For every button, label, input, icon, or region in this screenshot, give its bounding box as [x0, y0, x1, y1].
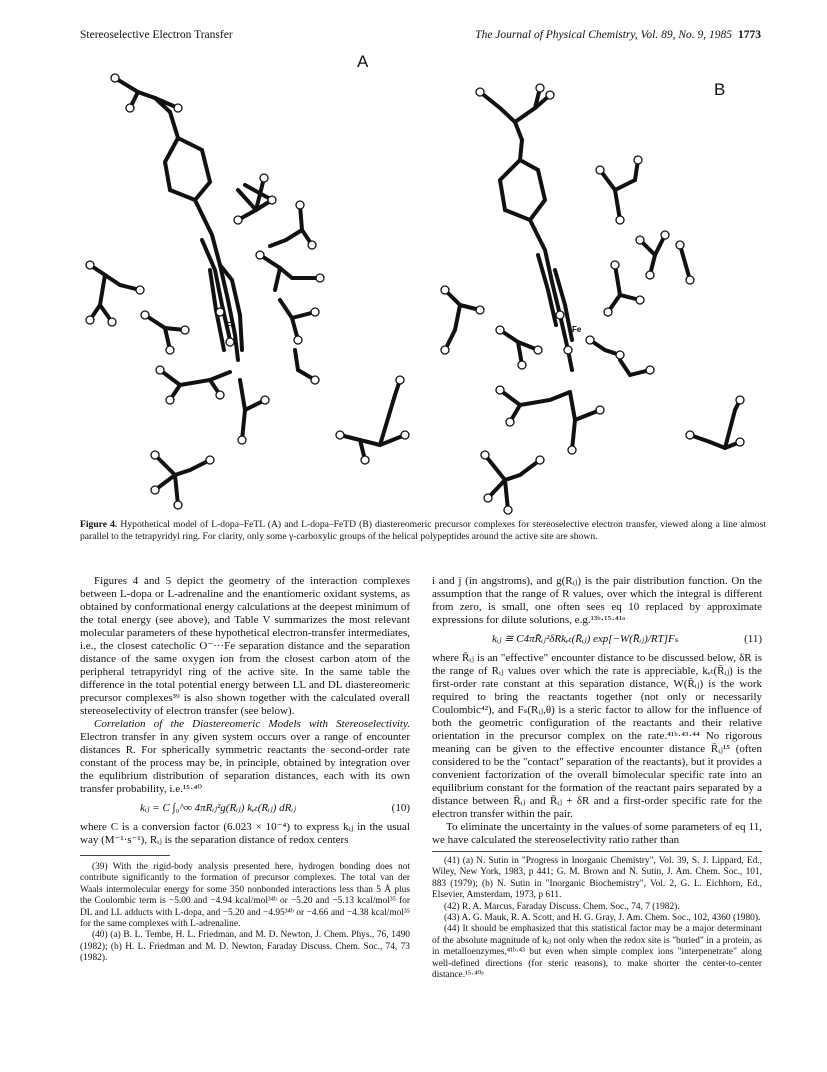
footnote-41: (41) (a) N. Sutin in "Progress in Inorganic Chemistry", Vol. 39, S. J. Lippard, Ed., Wiley, New York, 1983, p 441; G. M. Brown and N. Sutin, J. Am. Chem. Soc., 101, 883 (1979); (b) N. Sutin in "Inorganic Biochemistry", Vol. 2, G. L. Eichhorn, Ed., Elsevier, Amsterdam, 1973, p 611.	[432, 856, 762, 901]
molecular-model-drawing	[60, 50, 770, 520]
footnotes-right	[432, 851, 762, 981]
fe-label-b: Fe	[572, 325, 582, 334]
paragraph: where C is a conversion factor (6.023 × 10⁻⁴) to express kᵢⱼ in the usual way (M⁻¹·s⁻¹), Rᵢⱼ is the separation distance of redox centers	[80, 821, 410, 846]
page-number: 1773	[738, 29, 761, 41]
model-b	[445, 88, 740, 510]
equation-10-body: kᵢⱼ = C ∫₀^∞ 4πRᵢⱼ²g(Rᵢⱼ) kₑₜ(Rᵢⱼ) dRᵢⱼ	[140, 802, 297, 814]
paragraph-correlation	[80, 718, 410, 796]
paragraph: where R̄ᵢⱼ is an "effective" encounter distance to be discussed below, δR is the range of Rᵢⱼ values over which the rate is appreciable, kₑₜ(R̄ᵢⱼ) is the first-order rate constant at this separation distance, W(R̄ᵢⱼ) is the work required to bring the reactants together (not only or necessarily Coulombic⁴²), and Fₛ(Rᵢⱼ,θ) is a steric factor to allow for the influence of both the geometric configuration of the reactants and their relative orientation in the precursor complex on the rate.⁴¹ᵇ·⁴³·⁴⁴ No rigorous meaning can be given to the effective encounter distance R̄ᵢⱼ¹⁵ (often considered to be the "contact" separation of the reactants), but it provides a convenient factorization of the overall bimolecular specific rate into an equilibrium constant for the formation of the reactant pairs separated by a distance between R̄ᵢⱼ and R̄ᵢⱼ + δR and a first-order specific rate for the electron transfer within the pair.	[432, 652, 762, 820]
footnote-44: (44) It should be emphasized that this statistical factor may be a major determinant of the absolute magnitude of kᵢⱼ not only when the redox site is "buried" in a protein, as in metalloenzymes,⁴¹ᵇ·⁴³ but even when simple complex ions "interpenetrate" along well-defined directions (for steric reasons), to make shorter the center-to-center distance.¹⁵·⁴⁰ᵃ	[432, 924, 762, 981]
running-header-journal	[475, 29, 761, 41]
footnote-40: (40) (a) B. L. Tembe, H. L. Friedman, and M. D. Newton, J. Chem. Phys., 76, 1490 (1982); (b) H. L. Friedman and M. D. Newton, Faraday Discuss. Chem. Soc., 74, 73 (1982).	[80, 930, 410, 964]
equation-11	[432, 633, 762, 646]
paragraph-text: Electron transfer in any given system occurs over a range of encounter distances R. For spherically symmetric reactants the second-order rate constant of the process may be, in principle, obtained by integration over the equlibrium distribution of separation distances, each with its own transfer probability, i.e.¹⁵·⁴⁰	[80, 731, 410, 795]
fe-label-a: Fe	[226, 321, 236, 330]
paragraph: To eliminate the uncertainty in the values of some parameters of eq 11, we have calculated the stereoselectivity ratio rather than	[432, 821, 762, 846]
right-column	[432, 575, 762, 981]
equation-11-number: (11)	[744, 633, 762, 645]
equation-11-body: kᵢⱼ ≅ C4πR̄ᵢⱼ²δRkₑₜ(R̄ᵢⱼ) exp[−W(R̄ᵢⱼ)/RT]Fₛ	[492, 633, 679, 645]
footnotes-left	[80, 862, 410, 965]
footnote-divider	[80, 855, 170, 856]
caption-label: Figure 4.	[80, 519, 118, 530]
equation-10-number: (10)	[391, 802, 410, 814]
section-heading: Correlation of the Diastereomeric Models with Stereoselectivity.	[94, 718, 410, 730]
journal-citation: The Journal of Physical Chemistry, Vol. 89, No. 9, 1985	[475, 29, 732, 41]
left-column	[80, 575, 410, 965]
paragraph: i and j (in angstroms), and g(Rᵢⱼ) is the pair distribution function. On the assumption that the range of R values, over which the integral is different from zero, is small, one often sees eq 10 replaced by approximate expressions for dilute solutions, e.g.¹³ᵇ·¹⁵·⁴¹ᵃ	[432, 575, 762, 626]
footnote-42: (42) R. A. Marcus, Faraday Discuss. Chem. Soc., 74, 7 (1982).	[444, 901, 680, 912]
footnote-43: (43) A. G. Mauk, R. A. Scott, and H. G. Gray, J. Am. Chem. Soc., 102, 4360 (1980).	[444, 913, 761, 924]
paragraph: Figures 4 and 5 depict the geometry of the interaction complexes between L-dopa or L-adrenaline and the enantiomeric oxidant systems, as obtained by conformational energy calculations at the deepest minimum of the total energy (see above), and Table V summarizes the most relevant molecular parameters of these hypothetical electron-transfer intermediates, i.e., the closest catecholic O⁻···Fe separation distance and the separation distance of the same oxygen ion from the closest carbon atom of the peripheral tetrapyridyl ring of the active site. In the same table the difference in the total potential energy between LL and DL diastereomeric precursor complexes³⁹ is also shown together with the calculated overall stereoselectivity of electron transfer (see below).	[80, 575, 410, 717]
model-b-atoms	[441, 84, 744, 514]
footnote-39: (39) With the rigid-body analysis presented here, hydrogen bonding does not contribute significantly to the formation of precursor complexes. The total van der Waals intermolecular energy for some 350 nonbonded interactions less than 5 Å plus the Coulombic term is −5.00 and −4.94 kcal/mol³⁴ᵇ or −5.20 and −5.13 kcal/mol³⁵ for DL and LL adducts with L-dopa, and −5.20 and −4.95³⁴ᵇ or −4.66 and −4.38 kcal/mol³⁵ for the same complexes with L-adrenaline.	[80, 862, 410, 930]
figure-4	[60, 50, 770, 520]
figure-label-b: B	[714, 80, 726, 99]
running-header-title: Stereoselective Electron Transfer	[80, 29, 233, 41]
equation-10	[80, 802, 410, 815]
figure-caption	[80, 519, 766, 543]
caption-text: Hypothetical model of L-dopa–FeTL (A) and L-dopa–FeTD (B) diastereomeric precursor complexes for stereoselective electron transfer, viewed along a line almost parallel to the tetrapyridyl ring. For clarity, only some γ-carboxylic groups of the helical polypeptides around the active site are shown.	[80, 519, 766, 542]
figure-label-a: A	[357, 52, 369, 71]
